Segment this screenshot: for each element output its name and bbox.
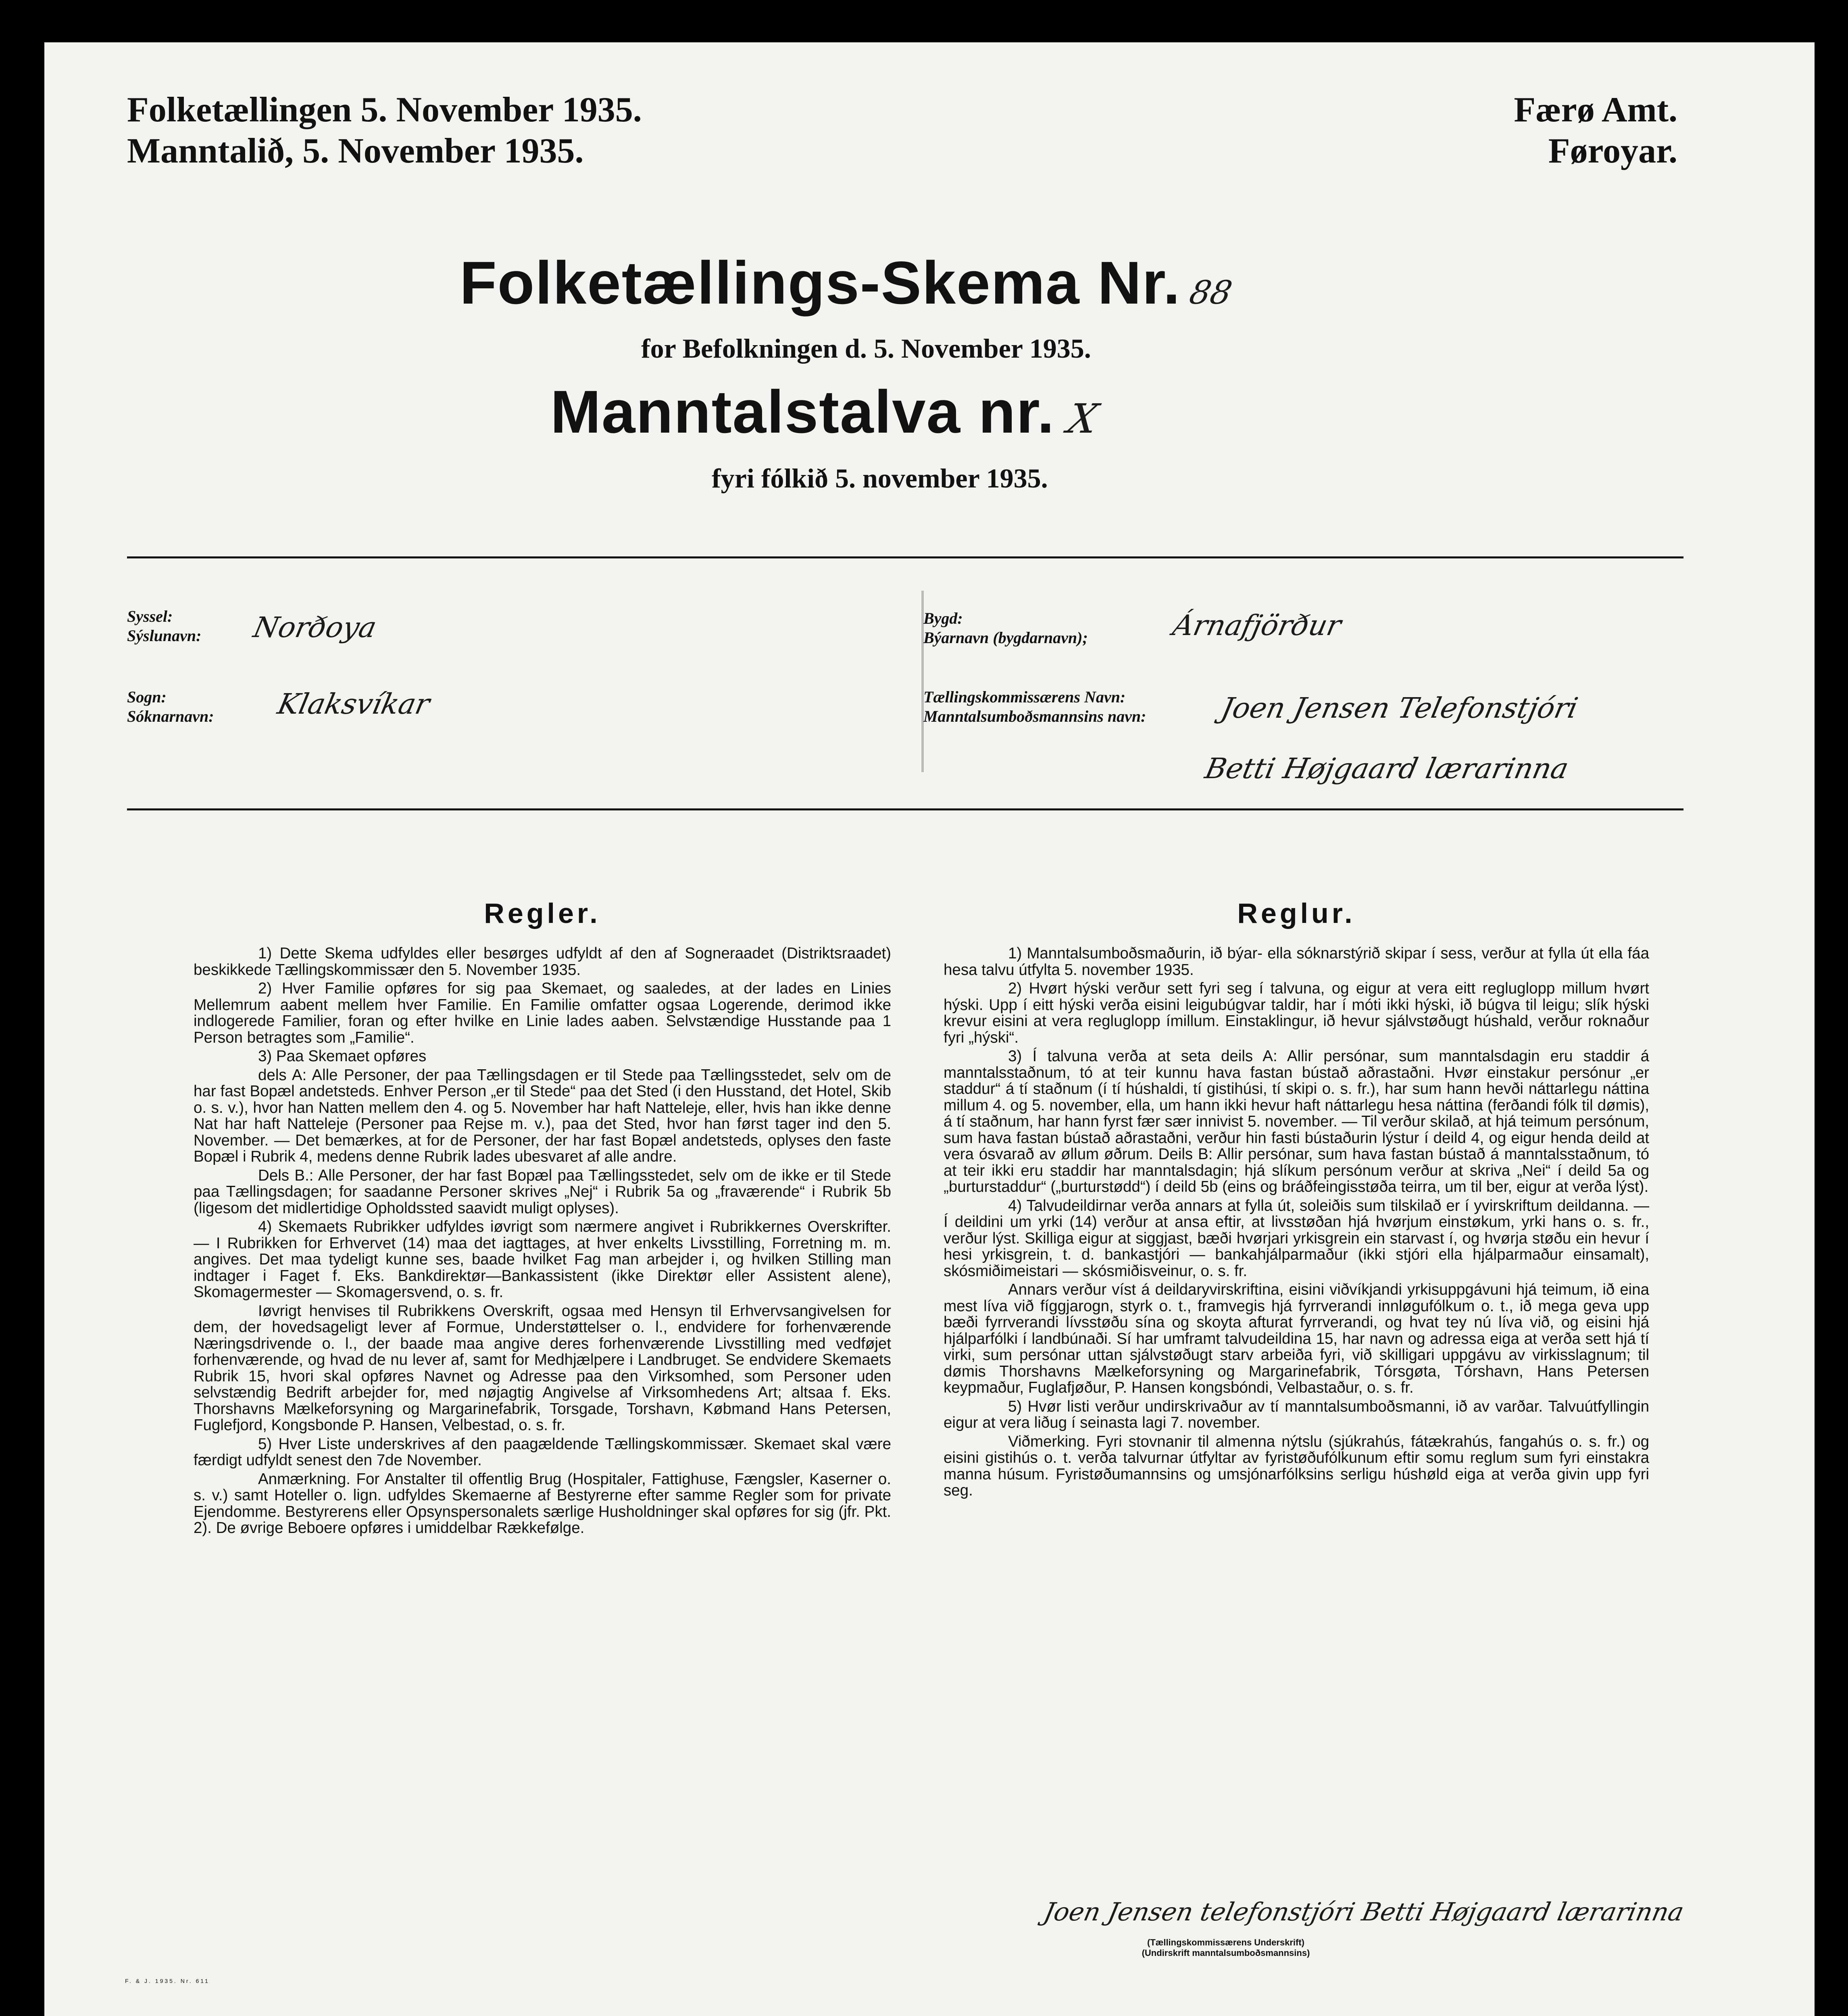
rules-fo-paragraph: Annars verður víst á deildaryvirskriftina, eisini viðvíkjandi yrkisuppgávuni hjá teimum, ið eina mest líva við fíggjarogn, styrk o. t., framvegis hjá fyrrverandi innløgufólkum o. t., ið mega geva upp bæði fyrrverandi lívsstøðu sína og skoyta afturat fyrrverandi, og hvat tey nú líva við, og eisini hjá hjálparfólki í landbúnaði. Sí har umframt talvudeildina 15, har navn og adressa eiga at verða sett hjá tí virki, sum persónar uttan sjálvstøðugt starv arbeiða fyri, við skilligari uppgávu av virkisslagnum; til dømis Thorshavns Mælkeforsyning og Margarinefabrik, Tórsgøta, Tórshavn, Hans Petersen keypmaður, Fuglafjøður, P. Hansen kongsbóndi, Velbastaður, o. s. fr. [944, 1281, 1649, 1396]
sogn-label [127, 687, 214, 726]
divider-bottom [127, 808, 1683, 810]
sogn-label-da: Sogn: [127, 688, 167, 706]
header-left-line1: Folketællingen 5. November 1935. [127, 90, 642, 129]
signature-caption-fo: (Undirskrift manntalsumboðsmannsins) [1142, 1948, 1310, 1958]
rules-fo-section [944, 897, 1649, 1502]
subtitle-fo: fyri fólkið 5. november 1935. [712, 463, 1048, 494]
rules-fo-paragraph: 2) Hvørt hýski verður sett fyri seg í talvuna, og eigur at vera eitt regluglopp millum hvørt hýski. Upp í eitt hýski verða eisini leigubúgvar taldir, har í móti ikki hýski, ið búgva til leigu; slík hýski krevur eisini at vera regluglopp ímillum. Einstaklingur, ið hevur sjálvstøðugt húshald, verður roknaður fyri „hýski“. [944, 980, 1649, 1046]
syssel-label [127, 607, 202, 646]
rules-da-paragraph: 1) Dette Skema udfyldes eller besørges udfyldt af den af Sogneraadet (Distriktsraadet) beskikkede Tællingskommissær den 5. November 1935. [194, 945, 891, 979]
bygd-label-da: Bygd: [923, 609, 963, 627]
title-fo-mark: X [1063, 395, 1102, 442]
title-fo-text: Manntalstalva nr. [550, 378, 1055, 446]
title-da-number: 88 [1186, 274, 1235, 311]
title-da [460, 248, 1235, 318]
signature-caption [1085, 1937, 1367, 1958]
rules-da-heading: Regler. [484, 898, 601, 929]
bygd-value: Árnafjörður [1170, 609, 1344, 642]
rules-fo-paragraph: 5) Hvør listi verður undirskrivaður av tí manntalsumboðsmanni, ið av varðar. Talvuútfyllingin eigur at vera liðug í seinasta lagi 7. november. [944, 1397, 1649, 1431]
header-right-line2: Føroyar. [1548, 131, 1677, 171]
header-left-line2: Manntalið, 5. November 1935. [127, 131, 584, 171]
rules-da-paragraph: Anmærkning. For Anstalter til offentlig Brug (Hospitaler, Fattighuse, Fængsler, Kaserner o. s. v.) samt Hoteller o. lign. udfyldes Skemaerne af Bestyrerne efter samme Regler som for private Ejendomme. Bestyrerens eller Opsynspersonalets særlige Husholdninger skal opføres for sig (jfr. Pkt. 2). De øvrige Beboere opføres i umiddelbar Rækkefølge. [194, 1470, 891, 1537]
rules-fo-heading: Reglur. [1237, 898, 1356, 929]
rules-fo-paragraph: 4) Talvudeildirnar verða annars at fylla út, soleiðis sum tilskilað er í yvirskriftum deildanna. — Í deildini um yrki (14) verður at ansa eftir, at livsstøðan hjá hvørjum einstøkum, yrki hans o. s. fr., verður lýst. Skilliga eigur at siggjast, bæði hvørjari yrkisgrein ein starvast í, og hvørja støðu ein hevur í hesi yrkisgrein, t. d. bankastjóri — bankahjálparmaður (ikki stjóri ella hjálparmaður einsamalt), skósmiðimeistari — skósmiðisveinur, o. s. fr. [944, 1197, 1649, 1280]
title-fo [550, 377, 1102, 447]
bygd-label [923, 609, 1088, 648]
rules-da-body [194, 946, 891, 1537]
rules-da-section [194, 897, 891, 1539]
syssel-value: Norðoya [250, 611, 380, 644]
syssel-label-fo: Sýslunavn: [127, 627, 202, 645]
rules-da-paragraph: 3) Paa Skemaet opføres [258, 1048, 427, 1065]
bygd-label-fo: Býarnavn (bygdarnavn); [923, 629, 1088, 647]
commissioner-value-1: Joen Jensen Telefonstjóri [1218, 691, 1581, 725]
print-mark: F. & J. 1935. Nr. 611 [125, 1978, 210, 1984]
rules-da-paragraph: Iøvrigt henvises til Rubrikkens Overskrift, ogsaa med Hensyn til Erhvervsangivelsen for dem, der hovedsageligt lever af Formue, Understøttelser o. l., endvidere for forhenværende Næringsdrivende o. l., der baade maa angive deres forhenværende Livsstilling med vedføjet forhenværende, og hvad de nu lever af, samt for Medhjælpere i Landbruget. Se endvidere Skemaets Rubrik 15, hvori skal opføres Navnet og Adresse paa den Virksomhed, som Personer uden selvstændig Bedrift arbejder for, med nøjagtig Angivelse af Virksomhedens Art; altsaa f. Eks. Thorshavns Mælkeforsyning og Margarinefabrik, Torsgade, Torshavn, Købmand Hans Petersen, Fuglefjord, Kongsbonde P. Hansen, Velbestad, o. s. fr. [194, 1302, 891, 1434]
syssel-label-da: Syssel: [127, 607, 173, 625]
commissioner-label-da: Tællingskommissærens Navn: [923, 688, 1126, 706]
census-form-page [44, 42, 1815, 2016]
rules-fo-paragraph: 3) Í talvuna verða at seta deils A: Allir persónar, sum manntalsdagin eru staddir á manntalsstaðnum, tó at teir kunnu hava fastan bústað aðrastaðni. Hvør einstakur persónur „er staddur“ á tí staðnum (í tí húshaldi, tí gistihúsi, tí skipi o. s. fr.), har sum hann hevði náttarlegu náttina millum 4. og 5. november, ella, um hann ikki hevur haft náttarlegu hesa náttina (ferðandi fólk til dømis), á tí staðnum, har hann fyrst fær sær innivist 5. november. — Til verður skilað, at hjá teimum persónum, sum hava fastan bústað aðrastaðni, verður hin fasti bústaðurin lýstur í deild 4, og eigur henda deild at vera ósvarað av øllum øðrum. Deils B: Allir persónar, sum hava fastan bústað á manntalsstaðnum, tó at teir ikki eru staddir har manntalsdagin; hjá slíkum persónum verður at skriva „Nei“ í deild 5a og „burturstaddur“ („burturstødd“) í deild 5b (eins og bráðfeingisstøða teirra, um til ber, eigur at verða lýst). [944, 1048, 1649, 1195]
rules-da-paragraph: Dels B.: Alle Personer, der har fast Bopæl paa Tællingsstedet, selv om de ikke er til Stede paa Tællingsdagen; for saadanne Personer skrives „Nej“ i Rubrik 5a og „fraværende“ i Rubrik 5b (ligesom det midlertidige Opholdssted saavidt muligt oplyses). [194, 1166, 891, 1217]
rules-da-paragraph: 2) Hver Familie opføres for sig paa Skemaet, og saaledes, at der lades en Linies Mellemrum aabent mellem hver Familie. En Familie omfatter ogsaa Logerende, derimod ikke indlogerede Familier, foran og efter hvilke en Linie lades aaben. Selvstændige Husstande paa 1 Person betragtes som „Familie“. [194, 980, 891, 1046]
signature-caption-da: (Tællingskommissærens Underskrift) [1147, 1937, 1304, 1947]
commissioner-label-fo: Manntalsumboðsmannsins navn: [923, 707, 1146, 725]
title-da-text: Folketællings-Skema Nr. [460, 249, 1181, 317]
header-right-line1: Færø Amt. [1514, 90, 1677, 129]
signature-handwritten: Joen Jensen telefonstjóri Betti Højgaard lærarinna [1041, 1897, 1687, 1926]
commissioner-value-2: Betti Højgaard lærarinna [1202, 752, 1572, 785]
rules-da-paragraph: 5) Hver Liste underskrives af den paagældende Tællingskommissær. Skemaet skal være færdigt udfyldt senest den 7de November. [194, 1435, 891, 1469]
rules-fo-paragraph: 1) Manntalsumboðsmaðurin, ið býar- ella sóknarstýrið skipar í sess, verður at fylla út ella fáa hesa talvu útfylta 5. november 1935. [944, 945, 1649, 979]
divider-top [127, 556, 1683, 558]
sogn-value: Klaksvíkar [275, 687, 433, 721]
sogn-label-fo: Sóknarnavn: [127, 707, 214, 725]
rules-fo-body [944, 946, 1649, 1499]
rules-da-paragraph: 4) Skemaets Rubrikker udfyldes iøvrigt som nærmere angivet i Rubrikkernes Overskrifter. — I Rubrikken for Erhvervet (14) maa det iagttages, at hver enkelts Livsstilling, Forretning m. m. angives. Det maa tydeligt kunne ses, baade hvilket Fag man arbejder i, og hvilken Stilling man indtager i Faget f. Eks. Bankdirektør—Bankassistent (ikke Direktør eller Assistent alene), Skomagermester — Skomagersvend, o. s. fr. [194, 1218, 891, 1301]
subtitle-da: for Befolkningen d. 5. November 1935. [641, 333, 1091, 364]
rules-fo-paragraph: Viðmerking. Fyri stovnanir til almenna nýtslu (sjúkrahús, fátækrahús, fangahús o. s. fr.) og eisini gistihús o. t. verða talvurnar útfyltar av fyristøðufólkunum eftir somu reglum sum fyri einstakra manna húsum. Fyristøðumannsins og umsjónarfólksins serligu húshøld eiga at verða givin upp fyri seg. [944, 1433, 1649, 1499]
commissioner-label [923, 687, 1146, 726]
rules-da-paragraph: dels A: Alle Personer, der paa Tællingsdagen er til Stede paa Tællingsstedet, selv om de har fast Bopæl andetsteds. Enhver Person „er til Stede“ paa det Sted (i den Husstand, det Hotel, Skib o. s. v.), hvor han Natten mellem den 4. og 5. November har haft Natteleje, eller, hvis han ikke denne Nat har haft Natteleje (Personer paa Rejse m. v.), paa det Sted, hvor han først tager ind den 5. November. — Det bemærkes, at for de Personer, der har fast Bopæl andetsteds, oplyses den faste Bopæl i Rubrik 4, medens denne Rubrik lades ubesvaret af alle andre. [194, 1066, 891, 1165]
